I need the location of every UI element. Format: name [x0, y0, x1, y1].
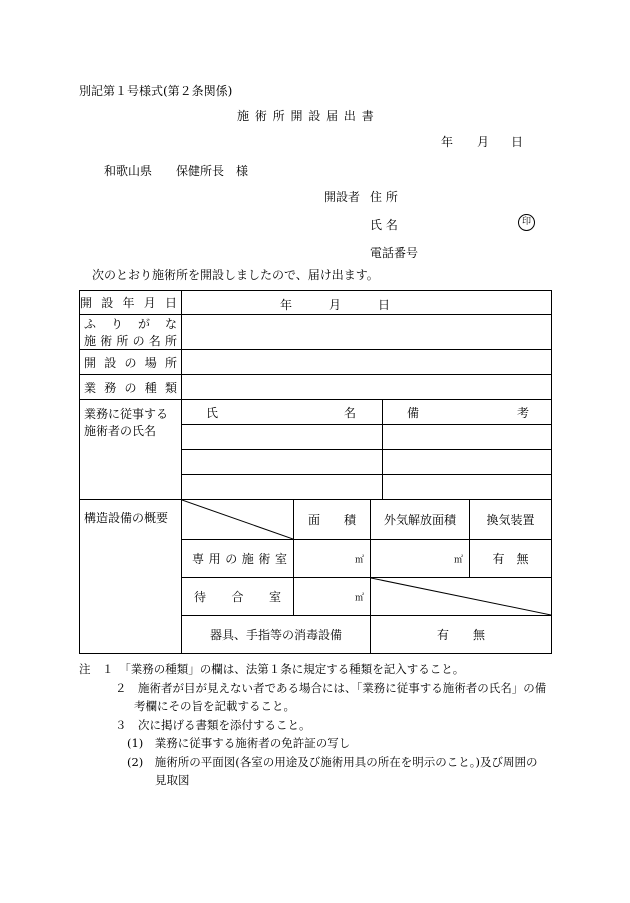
- col-remarks: 備 考: [383, 400, 552, 425]
- col-area: 面 積: [294, 500, 371, 540]
- applicant-role-label: 開設者: [324, 190, 361, 204]
- treatment-room-ventilation[interactable]: 有 無: [470, 540, 552, 578]
- diagonal-line: [182, 500, 293, 539]
- date-year: 年: [441, 135, 454, 149]
- disinfection-label: 器具、手指等の消毒設備: [182, 616, 371, 654]
- facility-label: 構造設備の概要: [80, 500, 182, 654]
- practitioner-name-cell[interactable]: [182, 475, 383, 500]
- business-type-field[interactable]: [182, 375, 552, 400]
- col-outdoor-area: 外気解放面積: [371, 500, 470, 540]
- waiting-room-area[interactable]: ㎡: [294, 578, 371, 616]
- clinic-name-field[interactable]: [182, 315, 552, 350]
- application-table: [79, 290, 552, 654]
- note-2-cont: 考欄にその旨を記載すること。: [134, 699, 295, 713]
- applicant-name-label: 氏 名: [370, 218, 398, 232]
- intro-text: 次のとおり施術所を開設しましたので、届け出ます。: [92, 268, 379, 282]
- disinfection-value[interactable]: 有 無: [371, 616, 552, 654]
- note-1: 注 １ 「業務の種類」の欄は、法第１条に規定する種類を記入すること。: [79, 662, 465, 676]
- note-3-item-2: (2) 施術所の平面図(各室の用途及び施術用具の所在を明示のこと。)及び周囲の: [127, 755, 538, 769]
- row-open-date: [80, 291, 552, 315]
- row-practitioner-header: [80, 400, 552, 425]
- clinic-name-text: 施 術 所 の 名 所: [84, 334, 177, 348]
- practitioner-label: 業務に従事する 施術者の氏名: [80, 400, 182, 500]
- date-day: 日: [511, 135, 524, 149]
- col-practitioner-name: 氏 名: [182, 400, 383, 425]
- applicant-phone-label: 電話番号: [370, 246, 419, 260]
- diagonal-header-cell: [182, 500, 294, 540]
- note-2: ２ 施術者が目が見えない者である場合には、「業務に従事する施術者の氏名」の備: [115, 681, 547, 695]
- location-label: 開 設 の 場 所: [80, 350, 182, 375]
- clinic-name-label: ふ り が な 施 術 所 の 名 所: [80, 315, 182, 350]
- row-location: [80, 350, 552, 375]
- applicant-address-label: 住 所: [370, 190, 398, 204]
- open-date-label: 開 設 年 月 日: [80, 291, 182, 315]
- document-title: 施 術 所 開 設 届 出 書: [237, 109, 375, 123]
- seal-mark: 印: [518, 214, 535, 231]
- practitioner-remarks-cell[interactable]: [383, 475, 552, 500]
- treatment-room-area[interactable]: ㎡: [294, 540, 371, 578]
- note-3: ３ 次に掲げる書類を添付すること。: [115, 718, 311, 732]
- note-3-item-2-cont: 見取図: [155, 773, 190, 787]
- waiting-room-label: 待 合 室: [182, 578, 294, 616]
- note-3-item-1: (1) 業務に従事する施術者の免許証の写し: [127, 736, 351, 750]
- practitioner-remarks-cell[interactable]: [383, 450, 552, 475]
- row-business-type: [80, 375, 552, 400]
- open-date-field[interactable]: 年 月 日: [182, 291, 552, 315]
- col-ventilation: 換気装置: [470, 500, 552, 540]
- practitioner-remarks-cell[interactable]: [383, 425, 552, 450]
- practitioner-name-cell[interactable]: [182, 425, 383, 450]
- business-type-label: 業 務 の 種 類: [80, 375, 182, 400]
- waiting-room-diagonal: [371, 578, 552, 616]
- treatment-room-label: 専 用 の 施 術 室: [182, 540, 294, 578]
- date-month: 月: [477, 135, 490, 149]
- row-clinic-name: [80, 315, 552, 350]
- addressee: 和歌山県 保健所長 様: [104, 164, 249, 178]
- row-facility-header: [80, 500, 552, 540]
- diagonal-line: [371, 578, 551, 615]
- location-field[interactable]: [182, 350, 552, 375]
- practitioner-name-cell[interactable]: [182, 450, 383, 475]
- treatment-room-outdoor-area[interactable]: ㎡: [371, 540, 470, 578]
- form-reference: 別記第１号様式(第２条関係): [79, 84, 233, 98]
